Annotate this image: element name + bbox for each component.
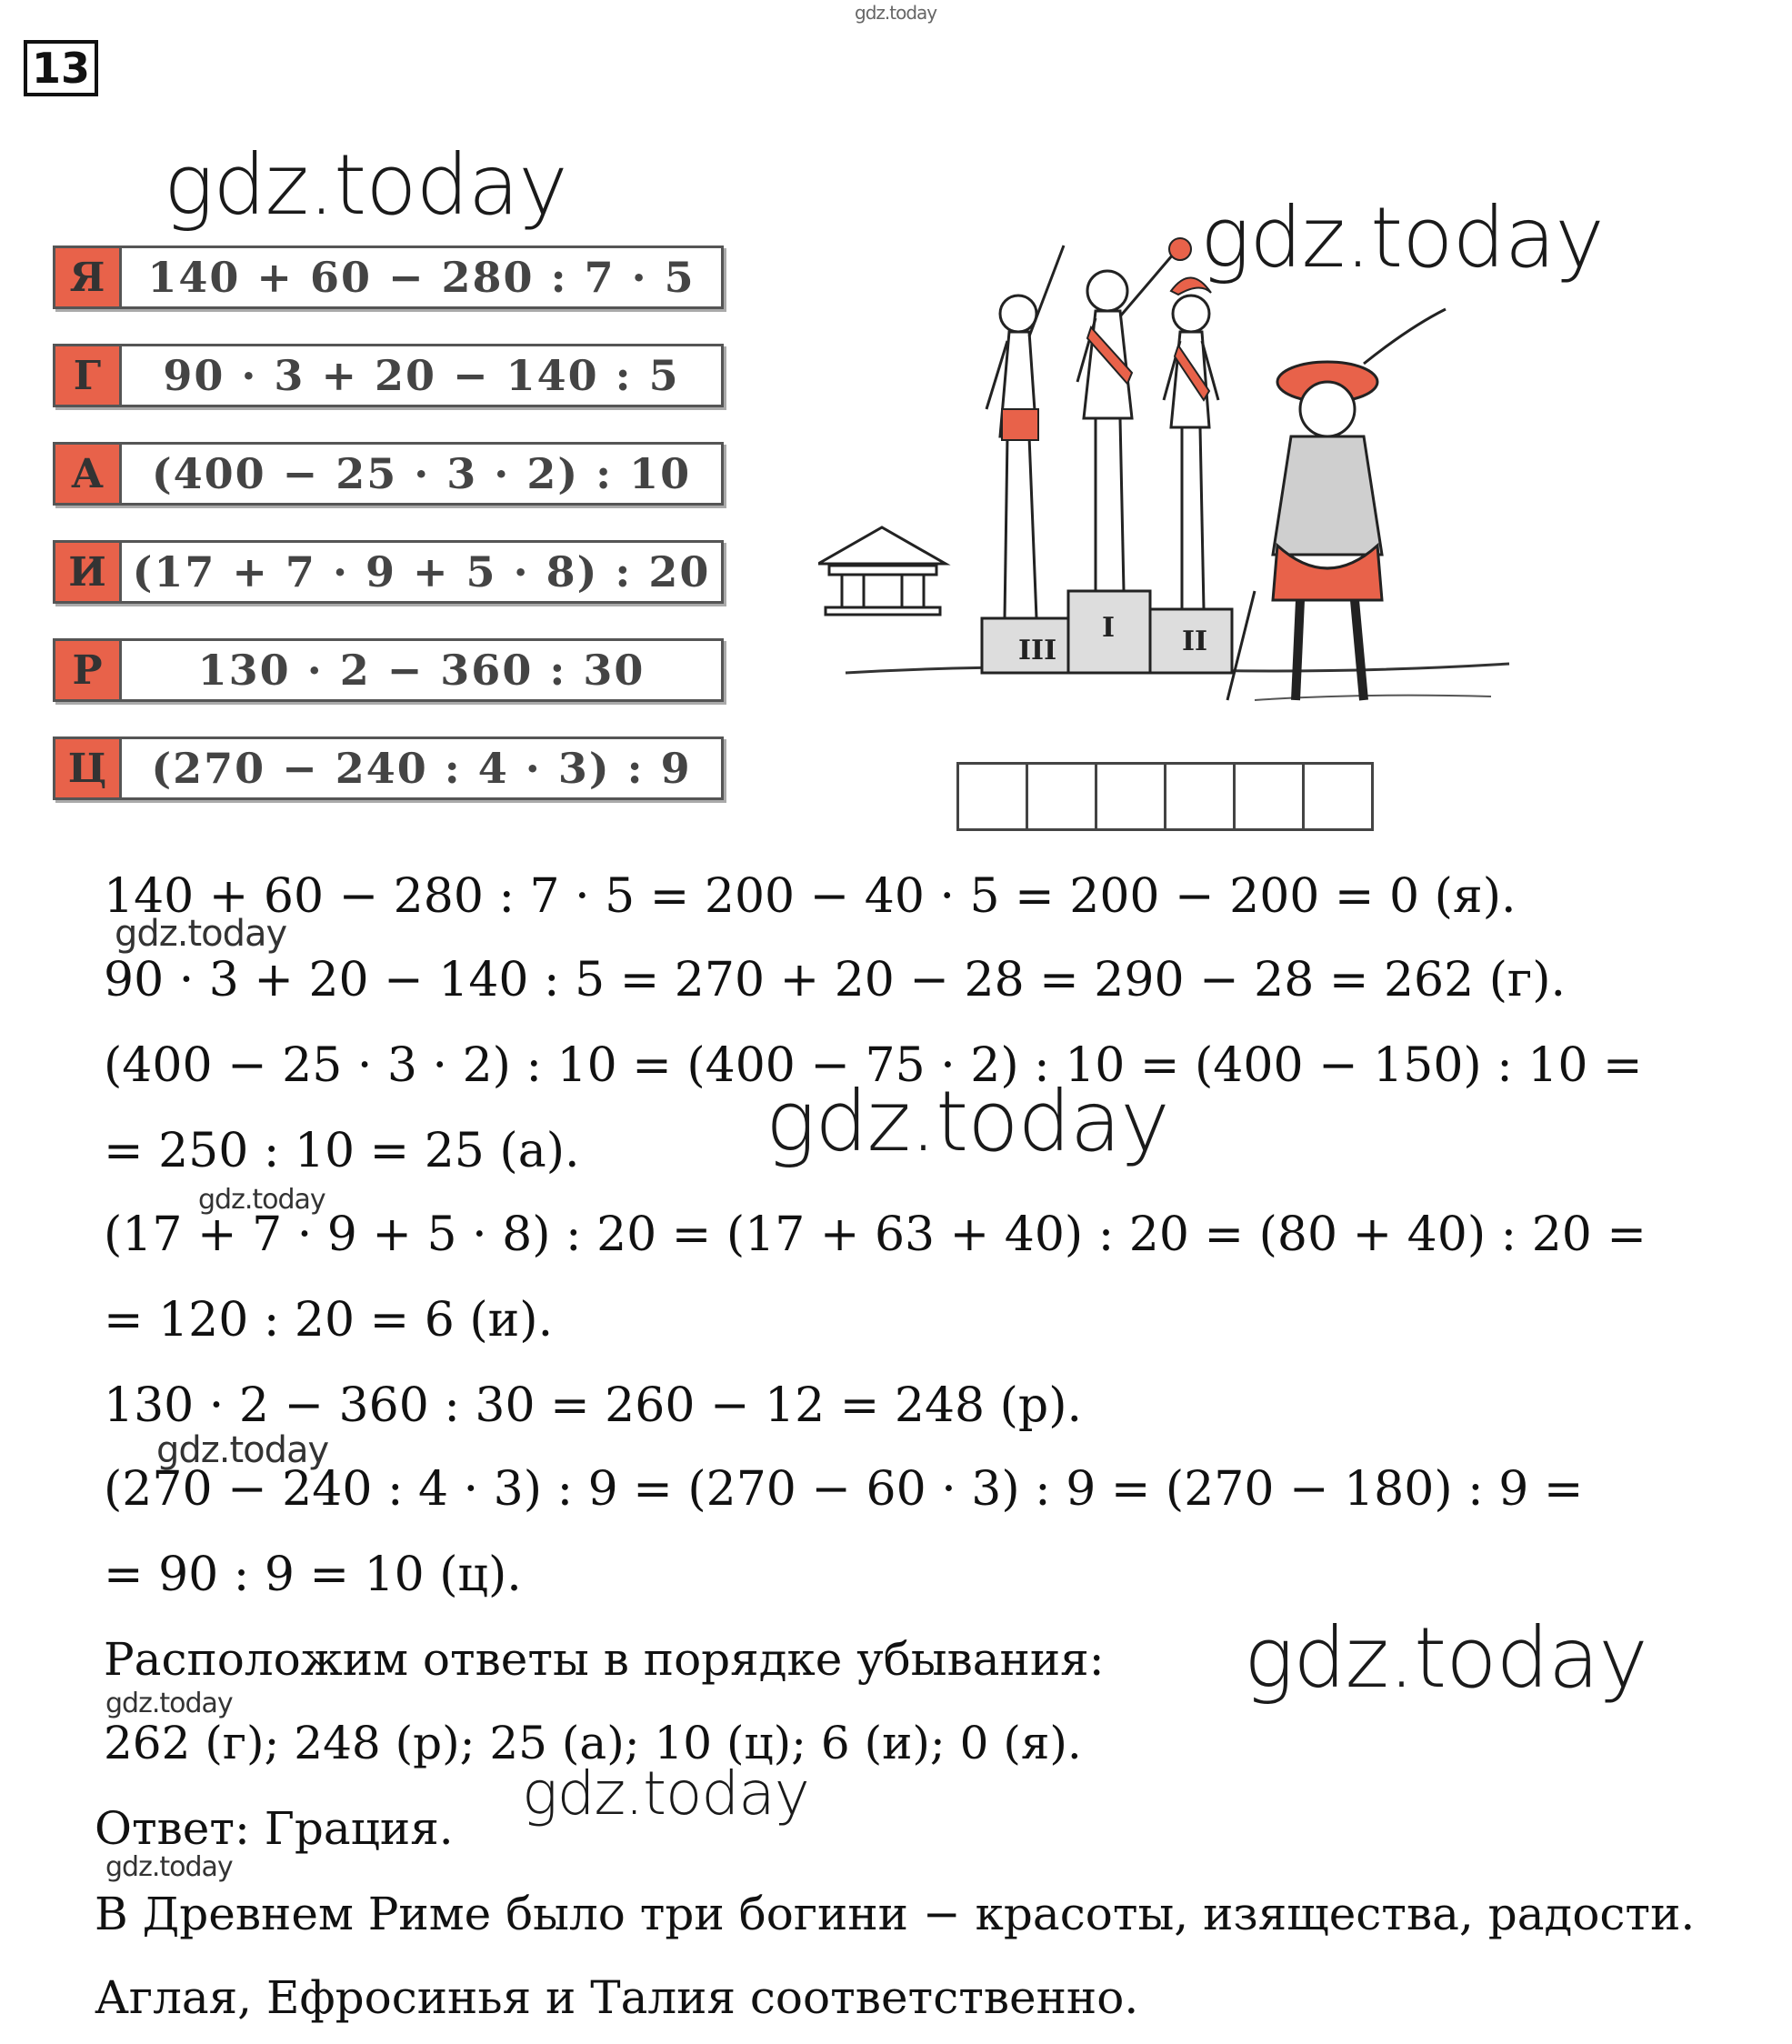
answer-box[interactable] [1095,762,1166,831]
podium-illustration [818,227,1527,736]
answer-boxes [956,762,1371,831]
answer-box[interactable] [1302,762,1374,831]
watermark: gdz.today [156,1429,329,1471]
order-intro: Расположим ответы в порядке убывания: [104,1633,1105,1686]
task-row-a [53,442,724,506]
watermark: gdz.today [522,1758,809,1829]
watermark: gdz.today [766,1073,1169,1170]
task-row-ya [53,245,724,309]
task-expression: (17 + 7 · 9 + 5 · 8) : 20 [122,540,724,604]
task-letter: Ц [53,736,122,800]
answer-box[interactable] [1164,762,1236,831]
watermark: gdz.today [115,913,287,955]
watermark: gdz.today [1244,1609,1647,1707]
fact-line: Аглая, Ефросинья и Талия соответственно. [95,1971,1139,2024]
solution-line: (400 − 25 · 3 · 2) : 10 = (400 − 75 · 2) : 10 = (400 − 150) : 10 = [104,1038,1643,1093]
solution-line: 90 · 3 + 20 − 140 : 5 = 270 + 20 − 28 = 290 − 28 = 262 (г). [104,953,1567,1007]
task-expression: 140 + 60 − 280 : 7 · 5 [122,245,724,309]
task-row-g [53,344,724,407]
solution-line: = 250 : 10 = 25 (а). [104,1124,580,1178]
svg-text:III: III [1018,635,1057,666]
watermark: gdz.today [1200,189,1604,286]
solution-line: = 120 : 20 = 6 (и). [104,1293,554,1348]
watermark: gdz.today [855,2,937,24]
solution-line: 140 + 60 − 280 : 7 · 5 = 200 − 40 · 5 = 200 − 200 = 0 (я). [104,869,1517,924]
task-letter: Я [53,245,122,309]
watermark: gdz.today [105,1851,233,1883]
fact-line: В Древнем Риме было три богини − красоты, изящества, радости. [95,1888,1696,1940]
task-row-ts [53,736,724,800]
task-letter: Р [53,638,122,702]
task-expression: 130 · 2 − 360 : 30 [122,638,724,702]
task-row-r [53,638,724,702]
task-expression: (270 − 240 : 4 · 3) : 9 [122,736,724,800]
watermark: gdz.today [105,1688,233,1719]
order-list: 262 (г); 248 (р); 25 (а); 10 (ц); 6 (и); 0 (я). [104,1717,1082,1769]
task-letter: Г [53,344,122,407]
task-number: 13 [24,40,98,96]
solution-line: (270 − 240 : 4 · 3) : 9 = (270 − 60 · 3) : 9 = (270 − 180) : 9 = [104,1462,1584,1517]
svg-text:II: II [1182,626,1208,657]
answer-text: Ответ: Грация. [95,1802,454,1855]
task-expression: 90 · 3 + 20 − 140 : 5 [122,344,724,407]
answer-box[interactable] [1233,762,1305,831]
solution-line: = 90 : 9 = 10 (ц). [104,1548,522,1602]
task-letter: И [53,540,122,604]
answer-box[interactable] [956,762,1028,831]
watermark: gdz.today [198,1184,325,1216]
task-letter: А [53,442,122,506]
answer-box[interactable] [1026,762,1097,831]
watermark: gdz.today [164,136,567,234]
svg-text:I: I [1102,612,1116,644]
solution-line: 130 · 2 − 360 : 30 = 260 − 12 = 248 (р). [104,1378,1083,1433]
task-row-i [53,540,724,604]
solution-line: (17 + 7 · 9 + 5 · 8) : 20 = (17 + 63 + 40) : 20 = (80 + 40) : 20 = [104,1207,1647,1262]
task-expression: (400 − 25 · 3 · 2) : 10 [122,442,724,506]
